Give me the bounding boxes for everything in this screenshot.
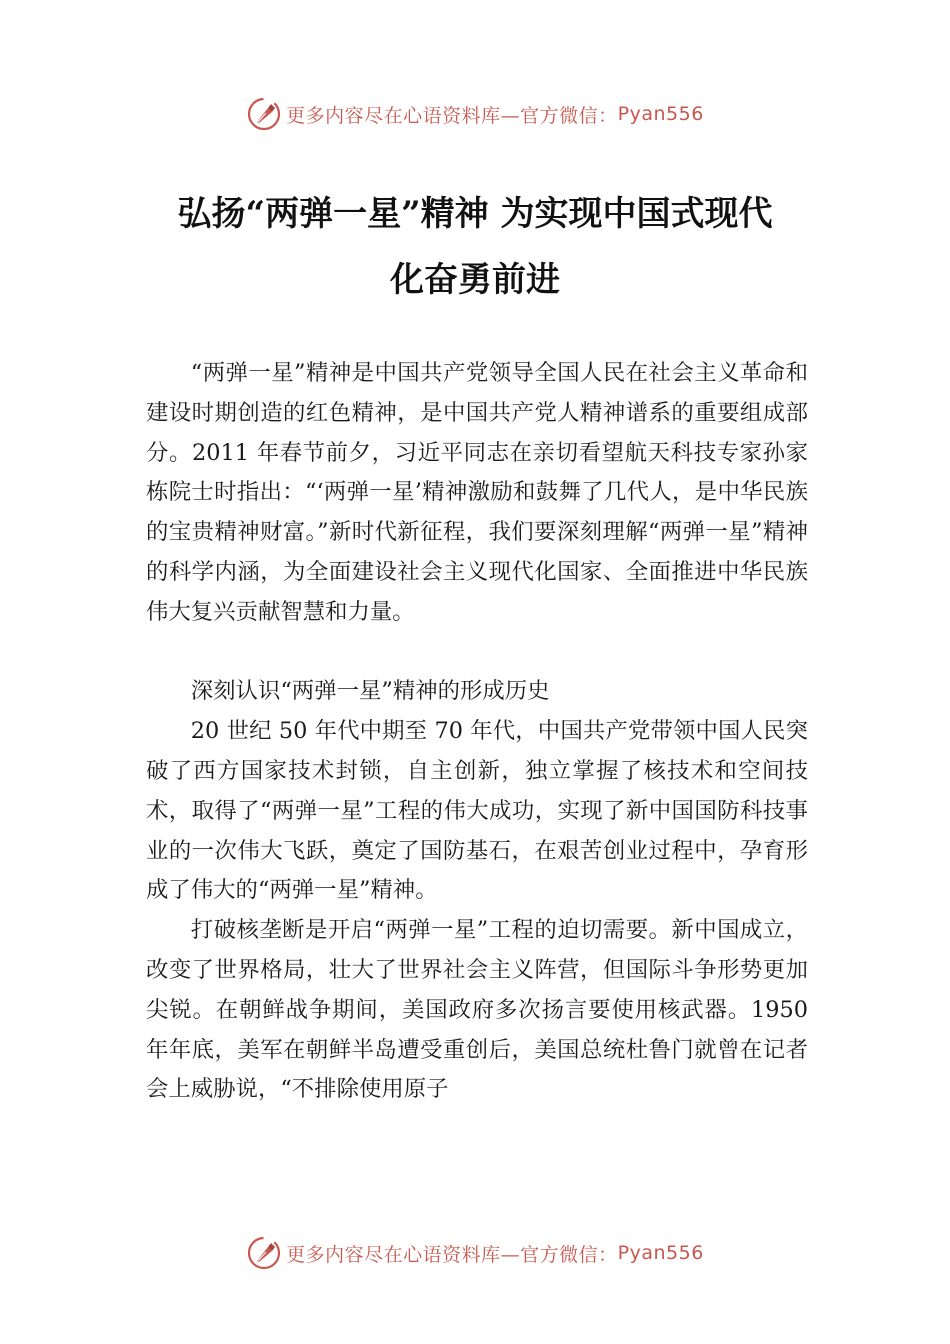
section-heading: 深刻认识“两弹一星”精神的形成历史 <box>190 678 550 705</box>
watermark-text: 更多内容尽在心语资料库—官方微信： <box>286 1243 618 1266</box>
pen-nib-circle-icon <box>246 1235 282 1271</box>
paragraph-history: 20 世纪 50 年代中期至 70 年代，中国共产党带领中国人民突破了西方国家技术封锁，自主创新，独立掌握了核技术和空间技术，取得了“两弹一星”工程的伟大成功，实现了新中国国防科技事业的一次伟大飞跃，奠定了国防基石，在艰苦创业过程中，孕育形成了伟大的“两弹一星”精神。 <box>146 718 808 904</box>
pen-nib-circle-icon <box>246 96 282 132</box>
page-title-line-2: 化奋勇前进 <box>390 260 560 300</box>
watermark-wechat-id: Pyan556 <box>617 1242 704 1264</box>
footer-watermark <box>0 1233 950 1273</box>
paragraph-nuclear-monopoly: 打破核垄断是开启“两弹一星”工程的迫切需要。新中国成立，改变了世界格局，壮大了世界社会主义阵营，但国际斗争形势更加尖锐。在朝鲜战争期间，美国政府多次扬言要使用核武器。1950 年年底，美军在朝鲜半岛遭受重创后，美国总统杜鲁门就曾在记者会上威胁说，“不排除使用原子 <box>146 917 808 1103</box>
paragraph-intro: “两弹一星”精神是中国共产党领导全国人民在社会主义革命和建设时期创造的红色精神，是中国共产党人精神谱系的重要组成部分。2011 年春节前夕，习近平同志在亲切看望航天科技专家孙家栋院士时指出：“‘两弹一星’精神激励和鼓舞了几代人，是中华民族的宝贵精神财富。”新时代新征程，我们要深刻理解“两弹一星”精神的科学内涵，为全面建设社会主义现代化国家、全面推进中华民族伟大复兴贡献智慧和力量。 <box>146 360 808 625</box>
watermark-wechat-id: Pyan556 <box>617 103 704 125</box>
page-title-line-1: 弘扬“两弹一星”精神 为实现中国式现代 <box>177 194 773 234</box>
watermark-text: 更多内容尽在心语资料库—官方微信： <box>286 104 618 127</box>
header-watermark <box>0 94 950 134</box>
article-body <box>146 354 808 1110</box>
